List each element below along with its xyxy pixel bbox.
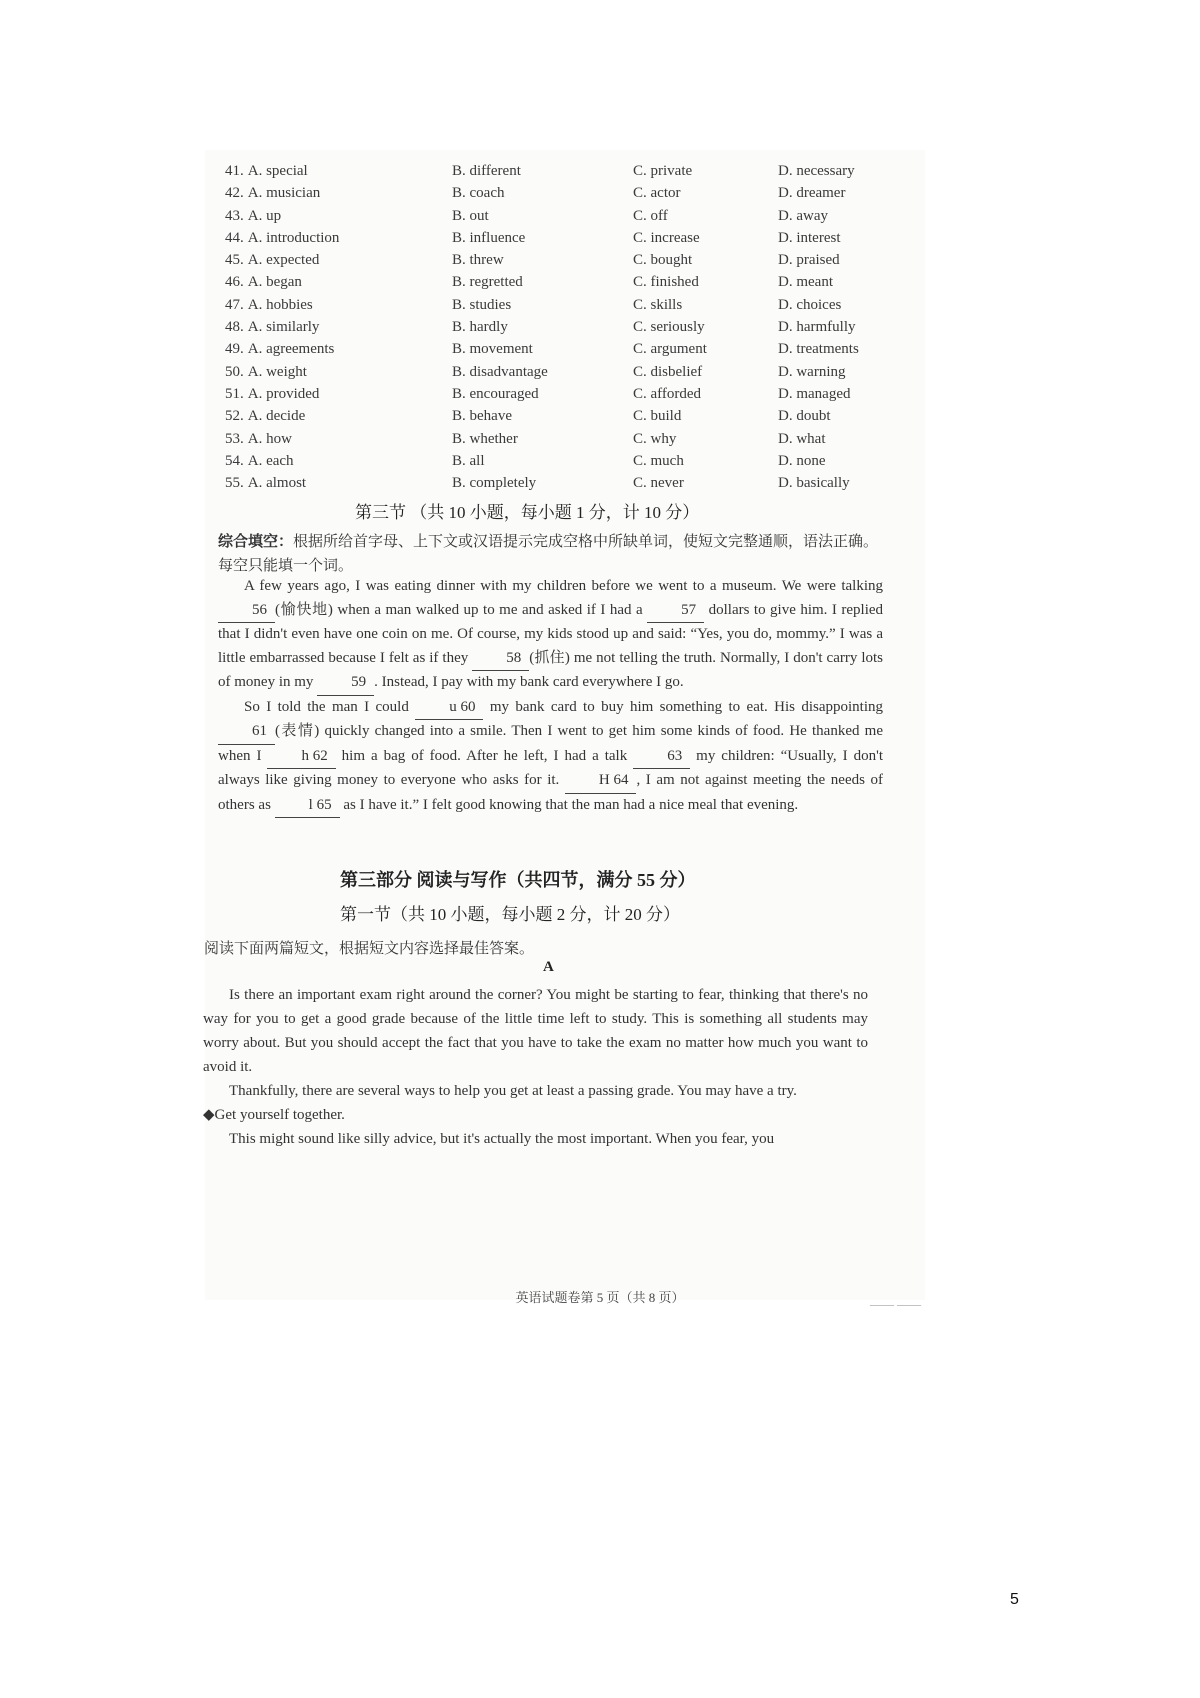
option-text: A. decide bbox=[247, 408, 306, 425]
cloze-text: quickly changed into a smile. Then I went to get him some kinds of food. He thanked me when I bbox=[218, 723, 883, 764]
option-row-55 bbox=[225, 472, 925, 494]
option-choice[interactable]: B. regretted bbox=[452, 274, 523, 291]
question-number: 50 bbox=[225, 363, 240, 380]
bullet-text: Get yourself together. bbox=[214, 1107, 345, 1123]
part3-sub-heading: 第一节（共 10 小题，每小题 2 分，计 20 分） bbox=[340, 905, 680, 924]
option-choice[interactable]: C. much bbox=[633, 452, 684, 469]
option-choice[interactable]: 45. A. expected bbox=[225, 252, 320, 269]
cloze-text: when a man walked up to me and asked if I had a bbox=[337, 601, 643, 618]
option-choice[interactable]: B. disadvantage bbox=[452, 363, 548, 380]
option-choice[interactable]: C. off bbox=[633, 207, 668, 224]
option-row-47 bbox=[225, 294, 925, 316]
passage-label: A bbox=[543, 959, 554, 975]
option-choice[interactable]: 43. A. up bbox=[225, 207, 282, 224]
question-number: 51 bbox=[225, 385, 240, 402]
blank-64[interactable]: H 64 bbox=[565, 769, 637, 794]
question-number: 45 bbox=[225, 252, 240, 269]
option-text: A. musician bbox=[247, 185, 321, 202]
passage-bullet bbox=[203, 1103, 868, 1127]
option-choice[interactable]: B. influence bbox=[452, 229, 526, 246]
option-choice[interactable]: B. whether bbox=[452, 430, 518, 447]
option-text: A. provided bbox=[247, 385, 320, 402]
scan-smudge: —— —— bbox=[870, 1297, 921, 1311]
option-choice[interactable]: D. necessary bbox=[778, 163, 855, 179]
option-choice[interactable]: B. studies bbox=[452, 296, 512, 313]
blank-58[interactable]: 58 bbox=[472, 647, 529, 672]
cloze-text: , I am not against meeting the needs of others as bbox=[218, 772, 883, 813]
option-text: A. almost bbox=[247, 475, 307, 492]
option-choice[interactable]: B. encouraged bbox=[452, 385, 539, 402]
option-choice[interactable]: C. finished bbox=[633, 274, 699, 291]
option-choice[interactable]: 53. A. how bbox=[225, 430, 292, 447]
option-choice[interactable]: D. basically bbox=[778, 475, 850, 492]
cloze-text: him a bag of food. After he left, I had a talk bbox=[341, 747, 628, 764]
option-choice[interactable]: D. interest bbox=[778, 229, 841, 246]
hint-56: (愉快地) bbox=[275, 601, 333, 618]
option-choice[interactable]: C. argument bbox=[633, 341, 707, 358]
cloze-text: dollars to give him. I replied that I didn't even have one coin on me. Of course, my kids stood up and said: “Yes, you do, mommy.” I was a little embarrassed because I felt as if they bbox=[218, 601, 884, 666]
option-text: A. how bbox=[247, 430, 292, 447]
option-choice[interactable]: C. disbelief bbox=[633, 363, 703, 380]
option-choice[interactable]: C. why bbox=[633, 430, 677, 447]
section3-heading: 第三节 （共 10 小题，每小题 1 分，计 10 分） bbox=[355, 503, 700, 522]
passage-paragraph-1: Is there an important exam right around the corner? You might be starting to fear, thinking that there's no way for you to get a good grade because of the little time left to study. This is something all students may worry about. But you should accept the fact that you have to take the exam no matter how much you want to avoid it. bbox=[203, 987, 868, 1075]
option-choice[interactable]: 44. A. introduction bbox=[225, 229, 340, 246]
option-row-52 bbox=[225, 405, 925, 427]
page-footer: 英语试题卷第 5 页（共 8 页） bbox=[515, 1290, 685, 1305]
hint-58: (抓住) bbox=[529, 649, 570, 666]
option-choice[interactable]: C. afforded bbox=[633, 385, 702, 402]
option-choice[interactable]: D. managed bbox=[778, 385, 851, 402]
option-text: A. introduction bbox=[247, 229, 340, 246]
option-choice[interactable]: B. behave bbox=[452, 408, 512, 425]
question-number: 55 bbox=[225, 475, 240, 492]
option-row-41 bbox=[225, 160, 925, 182]
option-text: A. up bbox=[247, 207, 282, 224]
option-choice[interactable]: D. none bbox=[778, 452, 826, 469]
option-choice[interactable]: C. seriously bbox=[633, 319, 705, 336]
option-choice[interactable]: C. actor bbox=[633, 185, 681, 202]
cloze-passage bbox=[218, 575, 883, 818]
question-number: 44 bbox=[225, 229, 240, 246]
cloze-text: A few years ago, I was eating dinner with my children before we went to a museum. We were talking bbox=[244, 578, 883, 594]
option-text: A. similarly bbox=[247, 319, 320, 336]
option-choice[interactable]: 52. A. decide bbox=[225, 408, 306, 425]
option-choice[interactable]: C. build bbox=[633, 408, 682, 425]
option-text: A. expected bbox=[247, 252, 320, 269]
question-number: 54 bbox=[225, 452, 240, 469]
option-choice[interactable]: 49. A. agreements bbox=[225, 341, 335, 358]
option-text: A. began bbox=[247, 274, 302, 291]
option-choice[interactable]: B. different bbox=[452, 163, 521, 179]
option-choice[interactable]: 46. A. began bbox=[225, 274, 302, 291]
blank-56[interactable]: 56 bbox=[218, 599, 275, 624]
option-choice[interactable]: 47. A. hobbies bbox=[225, 296, 313, 313]
option-text: A. agreements bbox=[247, 341, 335, 358]
passage-paragraph-2: Thankfully, there are several ways to help you get at least a passing grade. You may have a try. bbox=[229, 1083, 797, 1099]
option-row-43 bbox=[225, 205, 925, 227]
question-number: 42 bbox=[225, 185, 240, 202]
option-row-48 bbox=[225, 316, 925, 338]
cloze-text: So I told the man I could bbox=[244, 698, 409, 715]
question-number: 46 bbox=[225, 274, 240, 291]
option-choice[interactable]: B. movement bbox=[452, 341, 533, 358]
option-choice[interactable]: D. warning bbox=[778, 363, 846, 380]
question-number: 48 bbox=[225, 319, 240, 336]
option-choice[interactable]: B. all bbox=[452, 452, 485, 469]
option-text: A. weight bbox=[247, 363, 307, 380]
options-list bbox=[225, 160, 925, 494]
blank-63[interactable]: 63 bbox=[633, 745, 690, 770]
option-choice[interactable]: B. out bbox=[452, 207, 489, 224]
cloze-paragraph-1 bbox=[218, 575, 883, 696]
cloze-text: . Instead, I pay with my bank card everywhere I go. bbox=[374, 674, 684, 690]
question-number: 47 bbox=[225, 296, 240, 313]
option-row-50 bbox=[225, 361, 925, 383]
option-choice[interactable]: D. doubt bbox=[778, 408, 831, 425]
option-choice[interactable]: 55. A. almost bbox=[225, 475, 307, 492]
option-choice[interactable]: D. choices bbox=[778, 296, 842, 313]
option-row-45 bbox=[225, 249, 925, 271]
option-choice[interactable]: 51. A. provided bbox=[225, 385, 320, 402]
option-text: A. each bbox=[247, 452, 294, 469]
cloze-text: me not telling the truth. Normally, I don't carry lots of money in my bbox=[218, 649, 883, 690]
option-choice[interactable]: B. threw bbox=[452, 252, 504, 269]
option-choice[interactable]: D. away bbox=[778, 207, 828, 224]
passage-a bbox=[203, 983, 868, 1151]
question-number: 52 bbox=[225, 408, 240, 425]
section3-instruction bbox=[218, 530, 883, 578]
option-row-54 bbox=[225, 450, 925, 472]
blank-62[interactable]: h 62 bbox=[267, 745, 335, 770]
cloze-paragraph-2 bbox=[218, 696, 883, 819]
question-number: 41 bbox=[225, 163, 240, 179]
cloze-text: my children: “Usually, I don't always like giving money to everyone who asks for it. bbox=[218, 747, 883, 788]
question-number: 43 bbox=[225, 207, 240, 224]
blank-65[interactable]: l 65 bbox=[275, 794, 340, 819]
option-choice[interactable]: C. increase bbox=[633, 229, 700, 246]
blank-60[interactable]: u 60 bbox=[415, 696, 483, 721]
option-choice[interactable]: B. completely bbox=[452, 475, 537, 492]
option-choice[interactable]: D. meant bbox=[778, 274, 833, 291]
option-choice[interactable]: C. skills bbox=[633, 296, 683, 313]
option-choice[interactable]: 41. A. special bbox=[225, 163, 308, 179]
question-number: 53 bbox=[225, 430, 240, 447]
option-choice[interactable]: C. private bbox=[633, 163, 693, 179]
page-number: 5 bbox=[1010, 1591, 1019, 1608]
option-choice[interactable]: 50. A. weight bbox=[225, 363, 307, 380]
option-choice[interactable]: D. praised bbox=[778, 252, 840, 269]
blank-61[interactable]: 61 bbox=[218, 720, 275, 745]
option-text: A. hobbies bbox=[247, 296, 313, 313]
option-choice[interactable]: D. harmfully bbox=[778, 319, 856, 336]
option-choice[interactable]: C. bought bbox=[633, 252, 693, 269]
question-number: 49 bbox=[225, 341, 240, 358]
option-row-53 bbox=[225, 428, 925, 450]
option-choice[interactable]: D. dreamer bbox=[778, 185, 846, 202]
option-choice[interactable]: B. hardly bbox=[452, 319, 508, 336]
option-choice[interactable]: 48. A. similarly bbox=[225, 319, 320, 336]
instruction-text: 根据所给首字母、上下文或汉语提示完成空格中所缺单词，使短文完整通顺，语法正确。每空只能填一个词。 bbox=[218, 534, 879, 574]
option-row-44 bbox=[225, 227, 925, 249]
instruction-label: 综合填空： bbox=[218, 534, 294, 550]
option-choice[interactable]: B. coach bbox=[452, 185, 505, 202]
cloze-text: my bank card to buy him something to eat. His disappointing bbox=[489, 698, 884, 715]
option-choice[interactable]: 42. A. musician bbox=[225, 185, 321, 202]
option-row-51 bbox=[225, 383, 925, 405]
option-choice[interactable]: D. what bbox=[778, 430, 826, 447]
option-choice[interactable]: 54. A. each bbox=[225, 452, 294, 469]
option-text: A. special bbox=[247, 163, 308, 179]
part3-heading: 第三部分 阅读与写作（共四节，满分 55 分） bbox=[340, 870, 696, 890]
option-row-49 bbox=[225, 338, 925, 360]
blank-57[interactable]: 57 bbox=[647, 599, 704, 624]
bullet-diamond-icon: ◆ bbox=[203, 1107, 215, 1123]
option-choice[interactable]: D. treatments bbox=[778, 341, 859, 358]
option-row-42 bbox=[225, 182, 925, 204]
option-row-46 bbox=[225, 271, 925, 293]
passage-paragraph-3: This might sound like silly advice, but it's actually the most important. When you fear, you bbox=[229, 1131, 775, 1147]
option-choice[interactable]: C. never bbox=[633, 475, 684, 492]
cloze-text: as I have it.” I felt good knowing that the man had a nice meal that evening. bbox=[343, 796, 799, 813]
blank-59[interactable]: 59 bbox=[317, 671, 374, 696]
hint-61: (表情) bbox=[275, 723, 320, 739]
part3-instruction: 阅读下面两篇短文，根据短文内容选择最佳答案。 bbox=[204, 941, 535, 957]
